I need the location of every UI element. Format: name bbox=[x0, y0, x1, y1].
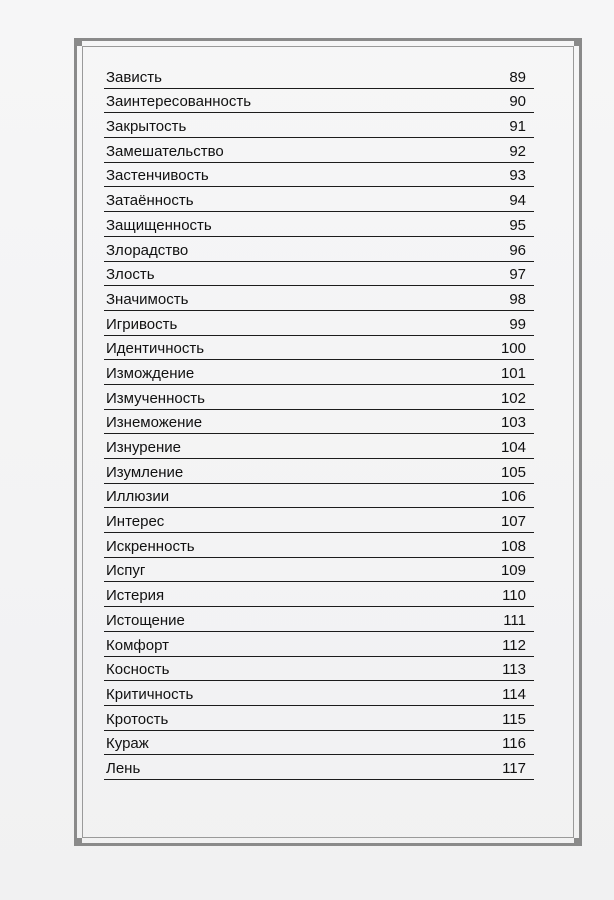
toc-entry bbox=[104, 632, 534, 657]
toc-entry bbox=[104, 385, 534, 410]
toc-entry-page: 104 bbox=[500, 439, 526, 456]
toc-entry bbox=[104, 163, 534, 188]
toc-entry-title: Измождение bbox=[106, 364, 195, 382]
frame-corner-top-right bbox=[574, 38, 582, 46]
frame-corner-bottom-left bbox=[74, 838, 82, 846]
toc-entry-page: 98 bbox=[509, 290, 526, 308]
toc-entry-page: 91 bbox=[509, 118, 526, 136]
toc-entry-title: Косность bbox=[106, 661, 170, 679]
toc-entry-page: 97 bbox=[509, 266, 526, 284]
toc-entry bbox=[104, 731, 534, 756]
toc-entry-page: 109 bbox=[500, 562, 526, 580]
toc-entry-title: Интерес bbox=[106, 513, 165, 531]
toc-entry bbox=[104, 187, 534, 212]
toc-entry-page: 117 bbox=[502, 759, 526, 777]
toc-entry-title: Замешательство bbox=[106, 142, 224, 160]
toc-entry bbox=[104, 657, 534, 682]
toc-entry-page: 89 bbox=[509, 68, 526, 86]
toc-entry-title: Изнурение bbox=[106, 439, 181, 456]
toc-entry-page: 100 bbox=[500, 340, 526, 358]
toc-entry bbox=[104, 533, 534, 558]
frame-corner-bottom-right bbox=[574, 838, 582, 846]
toc-entry bbox=[104, 706, 534, 731]
toc-entry bbox=[104, 286, 534, 311]
toc-entry-title: Игривость bbox=[106, 315, 178, 333]
toc-entry-title: Кротость bbox=[106, 710, 169, 728]
toc-entry-page: 115 bbox=[502, 710, 526, 728]
toc-entry bbox=[104, 89, 534, 114]
toc-entry bbox=[104, 434, 534, 459]
toc-entry bbox=[104, 607, 534, 632]
toc-entry-title: Испуг bbox=[106, 562, 146, 580]
toc-entry bbox=[104, 484, 534, 509]
toc-entry-page: 102 bbox=[500, 389, 526, 407]
toc-entry-title: Кураж bbox=[106, 735, 149, 753]
toc-entry bbox=[104, 64, 534, 89]
toc-entry bbox=[104, 237, 534, 262]
toc-entry-page: 103 bbox=[500, 414, 526, 432]
toc-entry bbox=[104, 360, 534, 385]
toc-entry-page: 101 bbox=[500, 364, 526, 382]
toc-entry-title: Комфорт bbox=[106, 636, 169, 654]
toc-entry-page: 92 bbox=[509, 142, 526, 160]
toc-entry-title: Затаённость bbox=[106, 192, 194, 210]
toc-entry bbox=[104, 410, 534, 435]
toc-entry bbox=[104, 212, 534, 237]
toc-entry-title: Истощение bbox=[106, 611, 185, 629]
toc-entry-title: Зависть bbox=[106, 68, 162, 86]
toc-entry bbox=[104, 459, 534, 484]
toc-entry-title: Злость bbox=[106, 266, 155, 284]
toc-entry-title: Лень bbox=[106, 759, 141, 777]
toc-entry bbox=[104, 681, 534, 706]
toc-entry-page: 110 bbox=[502, 587, 526, 605]
toc-entry-title: Идентичность bbox=[106, 340, 205, 358]
toc-entry-page: 99 bbox=[509, 315, 526, 333]
toc-entry-title: Застенчивость bbox=[106, 167, 209, 185]
toc-entry-page: 116 bbox=[502, 735, 526, 753]
toc-entry-page: 105 bbox=[500, 463, 526, 481]
toc-entry-title: Заинтересованность bbox=[106, 93, 252, 111]
toc-entry bbox=[104, 508, 534, 533]
toc-entry bbox=[104, 113, 534, 138]
toc-entry-page: 93 bbox=[509, 167, 526, 185]
toc-entry-page: 106 bbox=[500, 488, 526, 506]
toc-entry-page: 95 bbox=[509, 216, 526, 234]
toc-entry bbox=[104, 558, 534, 583]
toc-entry-page: 108 bbox=[500, 537, 526, 555]
toc-entry-page: 112 bbox=[502, 636, 526, 654]
toc-entry-title: Измученность bbox=[106, 389, 205, 407]
table-of-contents bbox=[104, 64, 534, 780]
toc-entry-page: 90 bbox=[509, 93, 526, 111]
toc-entry-page: 94 bbox=[509, 192, 526, 210]
toc-entry bbox=[104, 138, 534, 163]
toc-entry-title: Истерия bbox=[106, 587, 165, 605]
toc-entry-page: 113 bbox=[502, 661, 526, 679]
toc-entry-title: Искренность bbox=[106, 537, 195, 555]
toc-entry-title: Закрытость bbox=[106, 118, 187, 136]
toc-entry-page: 111 bbox=[503, 611, 526, 629]
toc-entry-title: Изнеможение bbox=[106, 414, 203, 432]
frame-corner-top-left bbox=[74, 38, 82, 46]
toc-entry-title: Значимость bbox=[106, 290, 189, 308]
toc-entry-title: Защищенность bbox=[106, 216, 212, 234]
toc-entry-title: Критичность bbox=[106, 685, 194, 703]
toc-entry-title: Злорадство bbox=[106, 241, 189, 259]
toc-entry-page: 96 bbox=[509, 241, 526, 259]
toc-entry-title: Изумление bbox=[106, 463, 184, 481]
toc-entry-page: 107 bbox=[500, 513, 526, 531]
toc-entry bbox=[104, 336, 534, 361]
toc-entry bbox=[104, 755, 534, 780]
toc-entry-page: 114 bbox=[502, 685, 526, 703]
toc-entry bbox=[104, 311, 534, 336]
toc-entry bbox=[104, 582, 534, 607]
toc-entry bbox=[104, 262, 534, 287]
toc-entry-title: Иллюзии bbox=[106, 488, 170, 506]
